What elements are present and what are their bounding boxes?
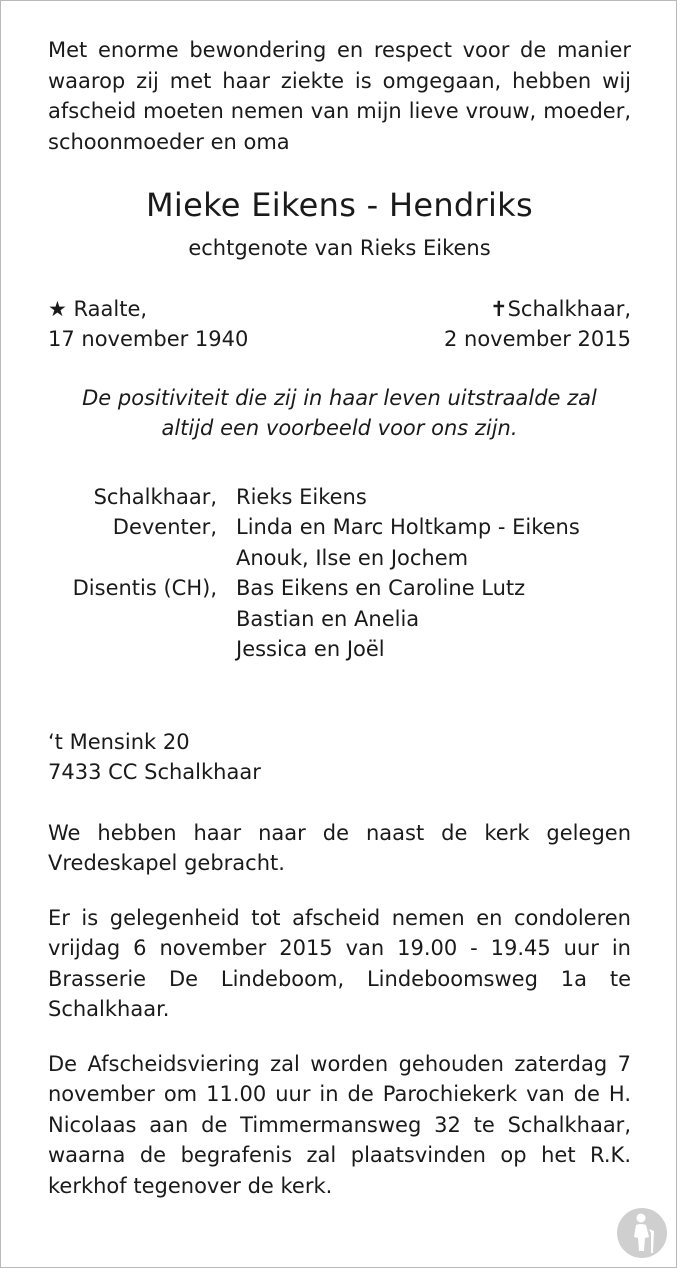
birth-info (48, 294, 248, 355)
address-postal: 7433 CC Schalkhaar (48, 760, 261, 784)
family-place (48, 634, 217, 665)
family-place (48, 543, 217, 574)
family-place (48, 604, 217, 635)
quote (48, 383, 631, 444)
dates-row (48, 294, 631, 355)
address-street: ‘t Mensink 20 (48, 729, 190, 754)
death-place: Schalkhaar, (507, 296, 631, 321)
family-place: Schalkhaar, (93, 484, 217, 509)
family-names: Rieks Eikens (236, 484, 367, 509)
family-names: Linda en Marc Holtkamp - Eikens (236, 515, 580, 539)
family-names: Anouk, Ilse en Jochem (236, 545, 469, 570)
paragraph: We hebben haar naar de naast de kerk gelegen Vredeskapel gebracht. (48, 820, 631, 875)
memorial-logo-icon (616, 1207, 668, 1259)
address (48, 727, 631, 788)
family-place: Disentis (CH), (72, 576, 217, 600)
cross-icon: ✝ (489, 296, 508, 321)
family-names: Jessica en Joël (236, 637, 385, 661)
family-list (48, 482, 631, 665)
death-info (444, 294, 631, 355)
obituary-content (48, 35, 631, 1201)
deceased-name: Mieke Eikens - Hendriks (146, 186, 533, 224)
family-names: Bastian en Anelia (236, 606, 420, 631)
birth-place: Raalte, (73, 296, 148, 321)
paragraph: De Afscheidsviering zal worden gehouden zaterdag 7 november om 11.00 uur in de Parochiekerk van de H. Nicolaas aan de Timmermansweg 32 te Schalkhaar, waarna de begrafenis zal plaatsvinden op het R.K. kerkhof tegenover de kerk. (48, 1051, 631, 1198)
quote-line: De positiviteit die zij in haar leven uitstraalde zal (82, 385, 597, 410)
star-icon: ★ (48, 296, 67, 321)
family-names: Bas Eikens en Caroline Lutz (236, 576, 526, 600)
spouse-line: echtgenote van Rieks Eikens (188, 236, 491, 260)
paragraph: Er is gelegenheid tot afscheid nemen en condoleren vrijdag 6 november 2015 van 19.00 - 19.45 uur in Brasserie De Lindeboom, Lindeboomsweg 1a te Schalkhaar. (48, 905, 631, 1021)
quote-line: altijd een voorbeeld voor ons zijn. (161, 416, 518, 440)
family-place: Deventer, (112, 515, 217, 539)
birth-date: 17 november 1940 (48, 327, 249, 351)
intro-text: Met enorme bewondering en respect voor de manier waarop zij met haar ziekte is omgegaan, hebben wij afscheid moeten nemen van mijn lieve vrouw, moeder, schoonmoeder en oma (48, 38, 631, 154)
death-date: 2 november 2015 (443, 327, 631, 351)
